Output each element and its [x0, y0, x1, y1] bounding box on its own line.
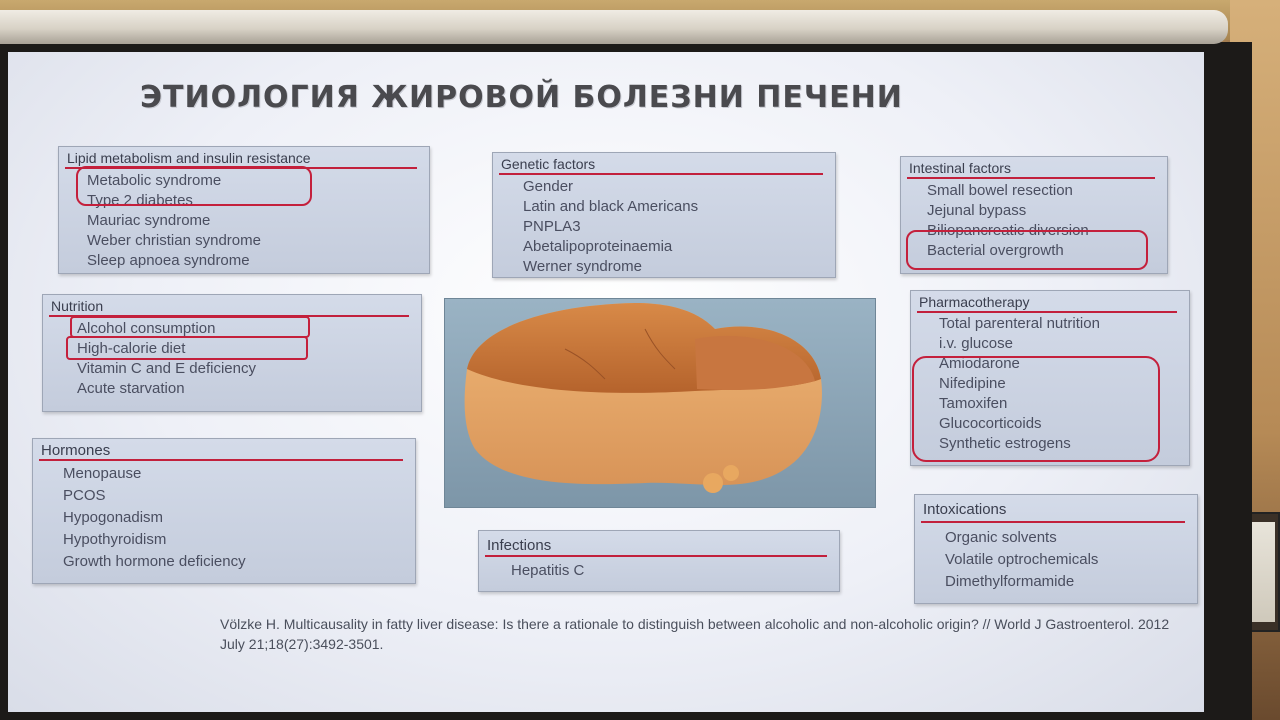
list-item: PNPLA3: [523, 218, 581, 235]
genetic-factors-header: Genetic factors: [493, 153, 835, 173]
list-item: Synthetic estrogens: [939, 435, 1071, 452]
intestinal-factors-header: Intestinal factors: [901, 157, 1167, 177]
hormones-box: [32, 438, 416, 584]
list-item: Abetalipoproteinaemia: [523, 238, 673, 255]
infections-box: [478, 530, 840, 592]
liver-illustration-icon: [445, 299, 876, 508]
list-item: Small bowel resection: [927, 182, 1073, 199]
infections-header: Infections: [479, 531, 839, 555]
list-item: Hypogonadism: [63, 509, 164, 526]
list-item: Biliopancreatic diversion: [927, 222, 1089, 239]
highlight-circle-drugs: [912, 356, 1160, 462]
list-item: Latin and black Americans: [523, 198, 699, 215]
list-item: Acute starvation: [77, 380, 185, 397]
list-item: Gender: [523, 178, 574, 195]
list-item: Sleep apnoea syndrome: [87, 252, 250, 269]
list-item: Growth hormone deficiency: [63, 553, 246, 570]
list-item: i.v. glucose: [939, 335, 1013, 352]
highlight-circle-bacterial: [906, 230, 1148, 270]
hormones-list: [33, 459, 415, 573]
list-item: Weber christian syndrome: [87, 232, 261, 249]
liver-illustration: [444, 298, 876, 508]
list-item: Metabolic syndrome: [87, 172, 222, 189]
pharmacotherapy-header: Pharmacotherapy: [911, 291, 1189, 311]
intoxications-header: Intoxications: [915, 495, 1197, 521]
highlight-circle-calorie: [66, 336, 308, 360]
list-item: Glucocorticoids: [939, 415, 1042, 432]
list-item: Total parenteral nutrition: [939, 315, 1100, 332]
list-item: Organic solvents: [945, 529, 1057, 546]
genetic-factors-box: [492, 152, 836, 278]
intoxications-box: [914, 494, 1198, 604]
nutrition-header: Nutrition: [43, 295, 421, 315]
projector-screen-housing: [0, 10, 1228, 44]
highlight-circle-alcohol: [70, 316, 310, 338]
list-item: PCOS: [63, 487, 106, 504]
list-item: Volatile optrochemicals: [945, 551, 1099, 568]
list-item: Tamoxifen: [939, 395, 1008, 412]
list-item: Dimethylformamide: [945, 573, 1075, 590]
intoxications-list: [915, 521, 1197, 593]
list-item: Jejunal bypass: [927, 202, 1027, 219]
list-item: Menopause: [63, 465, 142, 482]
citation-text: Völzke H. Multicausality in fatty liver disease: Is there a rationale to distinguish between alcoholic and non-alcoholic origin? // World J Gastroenterol. 2012 July 21;18(27):3492-3501.: [220, 616, 1170, 652]
list-item: Hypothyroidism: [63, 531, 167, 548]
list-item: Alcohol consumption: [77, 320, 216, 337]
list-item: Mauriac syndrome: [87, 212, 211, 229]
list-item: Nifedipine: [939, 375, 1006, 392]
list-item: Type 2 diabetes: [87, 192, 193, 209]
list-item: Werner syndrome: [523, 258, 642, 275]
list-item: Amiodarone: [939, 355, 1020, 372]
list-item: Vitamin C and E deficiency: [77, 360, 256, 377]
hormones-header: Hormones: [33, 439, 415, 459]
list-item: Hepatitis C: [511, 562, 585, 579]
infections-list: [479, 555, 839, 581]
slide-title: ЭТИОЛОГИЯ ЖИРОВОЙ БОЛЕЗНИ ПЕЧЕНИ: [140, 80, 903, 115]
list-item: Bacterial overgrowth: [927, 242, 1064, 259]
genetic-factors-list: [493, 173, 835, 277]
list-item: High-calorie diet: [77, 340, 186, 357]
lipid-metabolism-header: Lipid metabolism and insulin resistance: [59, 147, 429, 167]
highlight-circle-metabolic: [76, 166, 312, 206]
